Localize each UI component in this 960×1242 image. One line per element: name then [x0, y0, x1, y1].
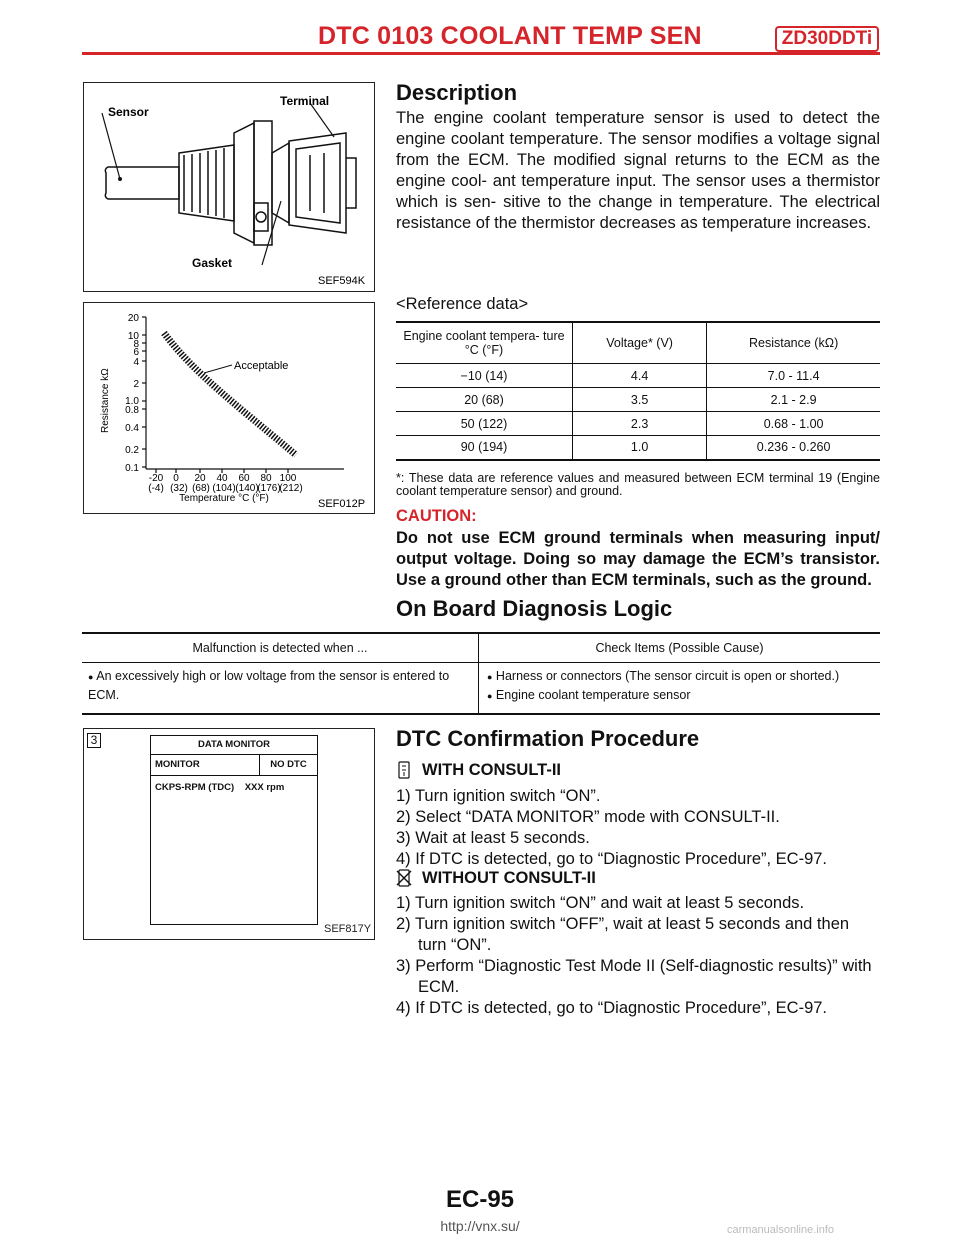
figure-code: SEF012P [318, 498, 366, 510]
with-consult-steps [396, 786, 880, 870]
obd-table [82, 632, 880, 715]
header-rule [82, 52, 880, 55]
monitor-title: DATA MONITOR [151, 736, 317, 755]
table-row [396, 364, 880, 388]
table-cell: 20 (68) [464, 392, 504, 407]
y-tick: 6 [133, 347, 139, 358]
x-tick: 80 [260, 473, 272, 484]
x-tick-f: (68) [192, 483, 210, 494]
sensor-label: Sensor [108, 105, 149, 119]
list-item: 1) Turn ignition switch “ON”. [396, 787, 601, 805]
x-tick: 0 [173, 473, 179, 484]
table-cell: 50 (122) [460, 416, 508, 431]
obd-heading: On Board Diagnosis Logic [396, 596, 673, 621]
y-axis-label: Resistance kΩ [100, 368, 111, 433]
monitor-col: NO DTC [259, 755, 317, 775]
obd-check-item: Engine coolant temperature sensor [495, 688, 691, 702]
y-tick: 10 [127, 331, 139, 342]
marker-number: 3 [87, 733, 101, 748]
bullet-icon: ● [487, 672, 493, 682]
description-heading: Description [396, 80, 518, 105]
resistance-graph [84, 303, 374, 513]
source-link[interactable]: http://vnx.su/ [440, 1218, 520, 1234]
bullet-icon: ● [88, 672, 94, 682]
y-tick: 20 [127, 313, 139, 324]
obd-malfunction-cell [82, 663, 478, 713]
resistance-graph-figure [83, 302, 375, 514]
without-consult-label: WITHOUT CONSULT-II [422, 868, 596, 887]
list-item: 4) If DTC is detected, go to “Diagnostic Procedure”, EC-97. [396, 999, 828, 1017]
table-cell: −10 (14) [460, 368, 508, 383]
acceptable-label: Acceptable [234, 360, 289, 372]
obd-check-cell [478, 663, 880, 713]
figure-code: SEF817Y [324, 923, 372, 935]
table-cell: 4.4 [573, 364, 707, 388]
x-tick-f: (32) [170, 483, 188, 494]
x-tick: 40 [216, 473, 228, 484]
table-cell: 3.5 [573, 388, 707, 412]
description-text: The engine coolant temperature sensor is used to detect the engine coolant temperature. The sensor modifies a voltage signal from the ECM. The modified signal returns to the ECM as the engine cool- ant temperature input. The sensor uses a thermistor which is sen- sitive to the change in temperature. The electrical resistance of the thermistor decreases as temperature increases. [396, 109, 880, 232]
obd-malfunction-text: An excessively high or low voltage from the sensor is entered to ECM. [88, 669, 450, 702]
col-header: Engine coolant tempera- ture °C (°F) [403, 329, 565, 357]
with-consult-label: WITH CONSULT-II [422, 760, 562, 779]
x-tick-f: (140) [235, 483, 259, 494]
list-item: 2) Turn ignition switch “OFF”, wait at least 5 seconds and then turn “ON”. [396, 915, 850, 954]
list-item: 3) Wait at least 5 seconds. [396, 829, 590, 847]
table-footnote: *: These data are reference values and measured between ECM terminal 19 (Engine coolant temperature sensor) and ground. [396, 471, 880, 498]
table-row [396, 412, 880, 436]
no-consult-icon [396, 868, 412, 888]
dtc-heading: DTC Confirmation Procedure [396, 726, 700, 751]
consult-icon [396, 760, 412, 780]
monitor-col: MONITOR [155, 759, 200, 770]
sensor-drawing [84, 83, 374, 291]
table-cell: 0.236 - 0.260 [756, 440, 831, 455]
reference-table [396, 321, 880, 461]
x-tick: 20 [194, 473, 206, 484]
list-item: 1) Turn ignition switch “ON” and wait at least 5 seconds. [396, 894, 805, 912]
y-tick: 0.1 [125, 463, 139, 474]
sensor-figure [83, 82, 375, 292]
caution-heading: CAUTION: [396, 507, 477, 525]
table-cell: 1.0 [573, 436, 707, 460]
list-item: 2) Select “DATA MONITOR” mode with CONSULT-II. [396, 808, 780, 826]
list-item: 3) Perform “Diagnostic Test Mode II (Self-diagnostic results)” with ECM. [396, 957, 872, 996]
obd-check-item: Harness or connectors (The sensor circuit is open or shorted.) [495, 669, 840, 683]
x-axis-label: Temperature °C (°F) [179, 493, 269, 504]
data-monitor-figure [83, 728, 375, 940]
monitor-row: CKPS-RPM (TDC) XXX rpm [155, 782, 285, 793]
table-cell: 0.68 - 1.00 [763, 416, 824, 431]
table-row [396, 388, 880, 412]
x-tick-f: (176) [257, 483, 281, 494]
table-cell: 7.0 - 11.4 [767, 368, 820, 383]
table-cell: 2.3 [573, 412, 707, 436]
reference-heading: <Reference data> [396, 295, 529, 313]
y-tick: 8 [133, 339, 139, 350]
col-header: Resistance (kΩ) [749, 336, 839, 350]
y-tick: 1.0 [125, 396, 139, 407]
x-tick: 60 [238, 473, 250, 484]
reference-table-wrap [396, 321, 880, 461]
with-consult-heading [396, 760, 561, 780]
y-tick: 0.2 [125, 445, 139, 456]
obd-col-header: Check Items (Possible Cause) [478, 634, 880, 662]
list-item: 4) If DTC is detected, go to “Diagnostic Procedure”, EC-97. [396, 850, 828, 868]
col-header: Voltage* (V) [573, 322, 707, 364]
engine-badge: ZD30DDTi [775, 26, 879, 52]
y-tick: 0.8 [125, 405, 139, 416]
table-row [396, 436, 880, 460]
figure-code: SEF594K [318, 275, 366, 287]
watermark: carmanualsonline.info [727, 1224, 835, 1236]
x-tick-f: (212) [279, 483, 303, 494]
page-header-title: DTC 0103 COOLANT TEMP SEN [318, 22, 702, 50]
table-cell: 2.1 - 2.9 [770, 392, 817, 407]
bullet-icon: ● [487, 691, 493, 701]
x-tick: 100 [279, 473, 297, 484]
y-tick: 0.4 [125, 423, 139, 434]
without-consult-steps [396, 893, 880, 1019]
gasket-label: Gasket [192, 256, 233, 270]
x-tick-f: (-4) [148, 483, 164, 494]
caution-text: Do not use ECM ground terminals when measuring input/ output voltage. Doing so may damage the ECM’s transistor. Use a ground other than ECM terminals, such as the ground. [396, 529, 880, 589]
y-tick: 2 [133, 379, 139, 390]
x-tick: -20 [148, 473, 164, 484]
terminal-label: Terminal [280, 94, 330, 108]
obd-col-header: Malfunction is detected when ... [192, 641, 368, 655]
without-consult-heading [396, 868, 596, 888]
x-tick-f: (104) [212, 483, 236, 494]
y-tick: 4 [133, 357, 139, 368]
table-cell: 90 (194) [460, 440, 508, 455]
monitor-screen [150, 735, 318, 925]
page-number: EC-95 [445, 1186, 515, 1213]
